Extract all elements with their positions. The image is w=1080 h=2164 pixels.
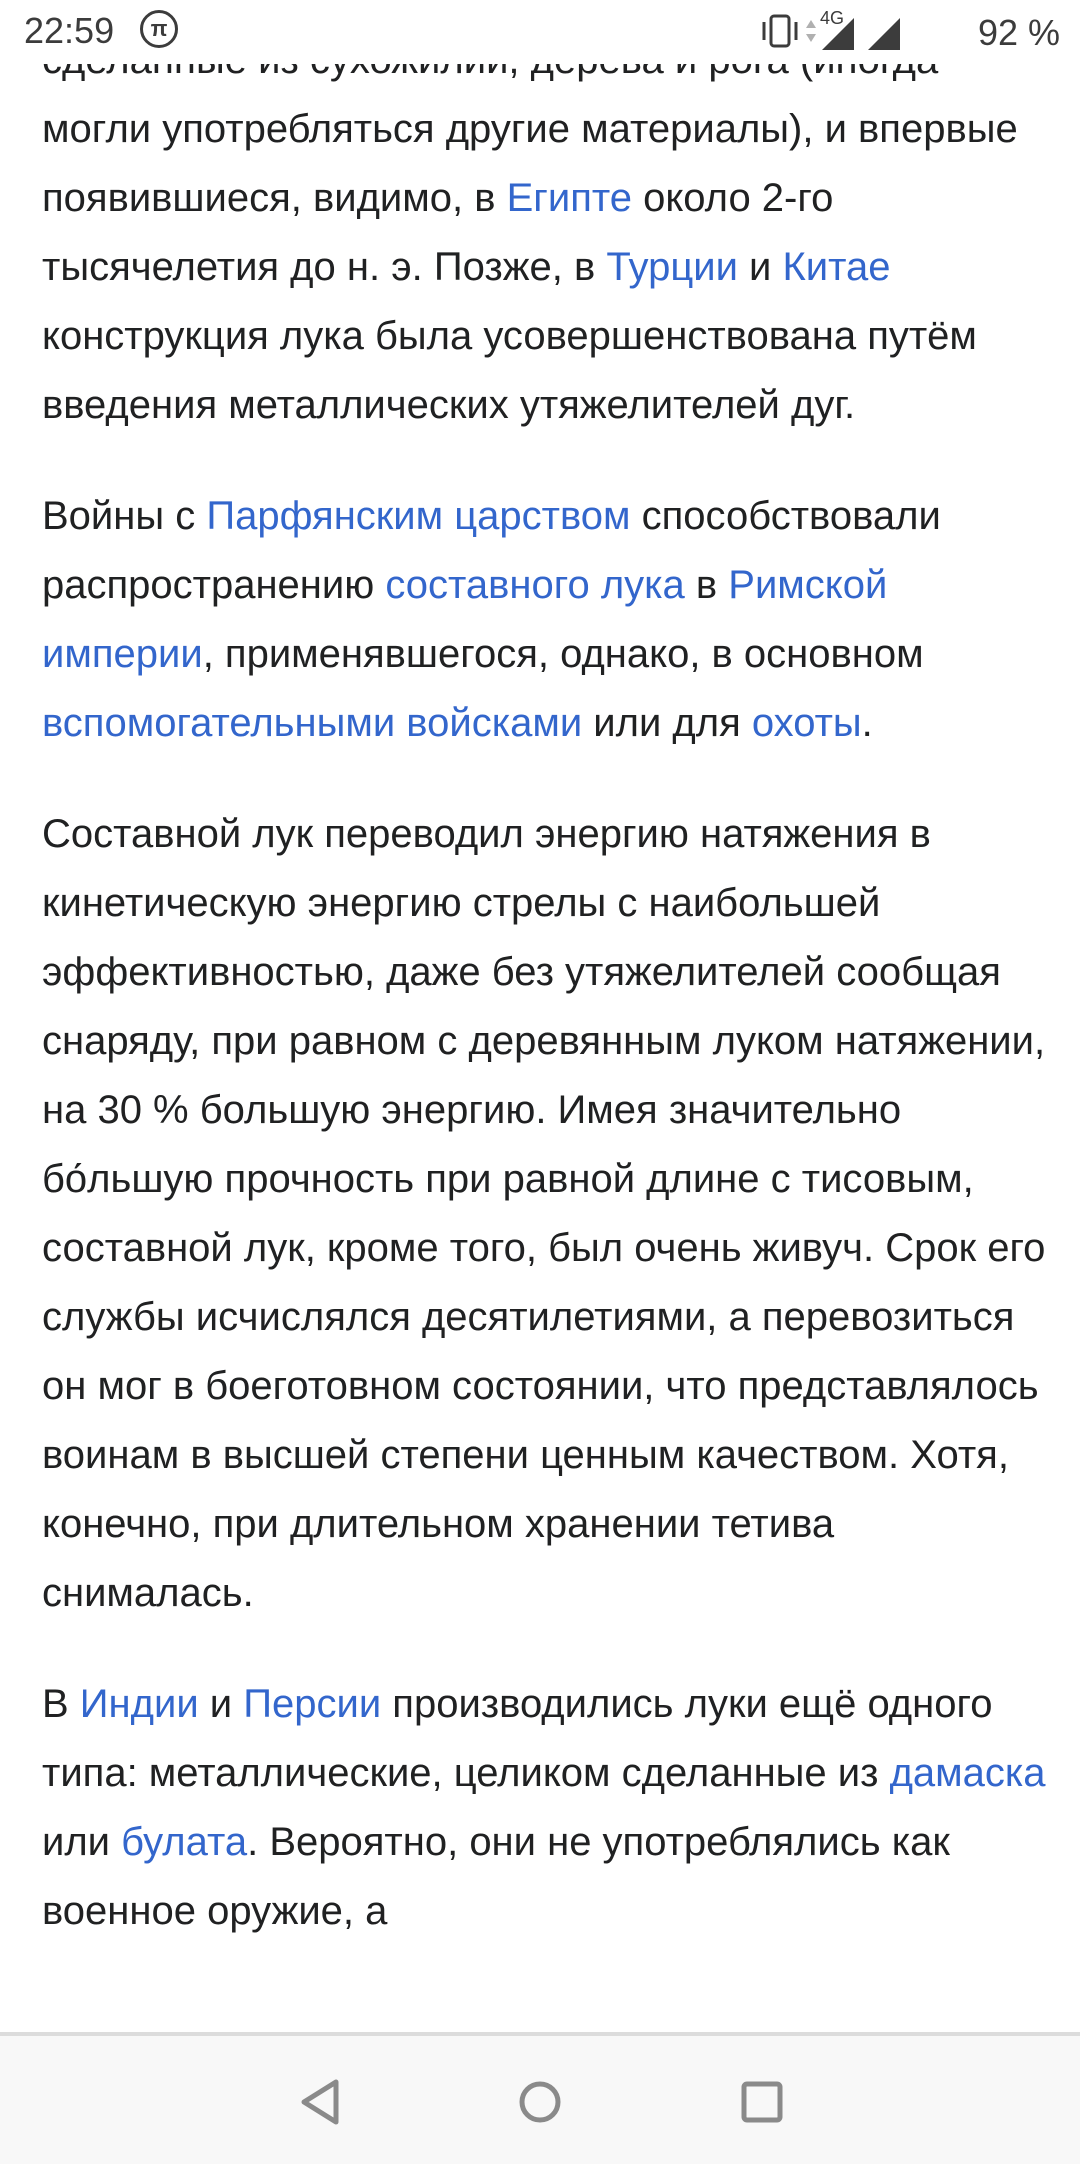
text-run: или для (582, 701, 752, 745)
text-run: . (861, 701, 873, 745)
text-run: и (198, 1682, 244, 1726)
pi-app-notification-icon: π (140, 10, 178, 48)
article-paragraph-3: Составной лук переводил энергию натяжения в кинетическую энергию стрелы с наибольшей эффективностью, даже без утяжелителей сообщая снаряду, при равном с деревянным луком натяжении, на 30 % большую энергию. Имея значительно бо́льшую прочность при равной длине с тисовым, составной лук, кроме того, был очень живуч. Срок его службы исчислялся десятилетиями, а перевозиться он мог в боеготовном состоянии, что представлялось воинам в высшей степени ценным качеством. Хотя, конечно, при длительном хранении тетива снималась. (42, 812, 1046, 1615)
text-run: Войны с (42, 494, 207, 538)
text-run: конструкция лука была усовершенствована путём введения металлических утяжелителей дуг. (42, 314, 977, 427)
text-run: или (42, 1820, 122, 1864)
text-run: В (42, 1682, 80, 1726)
data-arrows-icon (804, 8, 818, 56)
signal-strength-icon-2 (864, 8, 904, 56)
recents-icon[interactable] (732, 2072, 792, 2132)
article-paragraph-4 (42, 1670, 1052, 1946)
status-indicators (760, 8, 1060, 56)
link-roman-empire[interactable]: Римской империи (42, 563, 888, 676)
text-run: производились луки ещё одного типа: металлические, целиком сделанные из (42, 1682, 993, 1795)
link-persia[interactable]: Персии (243, 1682, 382, 1726)
link-hunting[interactable]: охоты (751, 701, 862, 745)
paragraph-spacer (42, 758, 1052, 800)
text-run: около 2-го тысячелетия до н. э. Позже, в (42, 176, 834, 289)
back-icon[interactable] (290, 2072, 350, 2132)
paragraph-spacer (42, 1628, 1052, 1670)
paragraph-spacer (42, 440, 1052, 482)
text-run: . Вероятно, они не употреблялись как военное оружие, а (42, 1820, 950, 1933)
link-damascus-steel[interactable]: дамаска (889, 1751, 1046, 1795)
article-paragraph-1 (42, 95, 1052, 440)
text-run: способствовали распространению (42, 494, 941, 607)
link-india[interactable]: Индии (79, 1682, 199, 1726)
network-type: 4G (820, 8, 845, 28)
link-parthian-empire[interactable]: Парфянским царством (206, 494, 631, 538)
link-china[interactable]: Китае (782, 245, 891, 289)
battery-percentage: 92 % (977, 12, 1060, 53)
link-egypt[interactable]: Египте (506, 176, 632, 220)
link-composite-bow[interactable]: составного лука (385, 563, 685, 607)
status-bar (0, 0, 1080, 64)
link-bulat-steel[interactable]: булата (121, 1820, 248, 1864)
home-icon[interactable] (510, 2072, 570, 2132)
link-turkey[interactable]: Турции (606, 245, 738, 289)
article-body (42, 0, 1052, 1946)
signal-strength-icon-1 (818, 8, 858, 56)
system-navigation-bar (0, 2032, 1080, 2164)
text-run: могли употребляться другие материалы), и впервые появившиеся, видимо, в (42, 107, 1018, 220)
text-run: и (737, 245, 783, 289)
article-paragraph-2 (42, 482, 1052, 758)
text-run: в (684, 563, 729, 607)
status-time: 22:59 (24, 10, 115, 51)
text-run: , применявшегося, однако, в основном (202, 632, 924, 676)
link-auxiliary-troops[interactable]: вспомогательными войсками (42, 701, 583, 745)
vibrate-icon (760, 8, 800, 56)
